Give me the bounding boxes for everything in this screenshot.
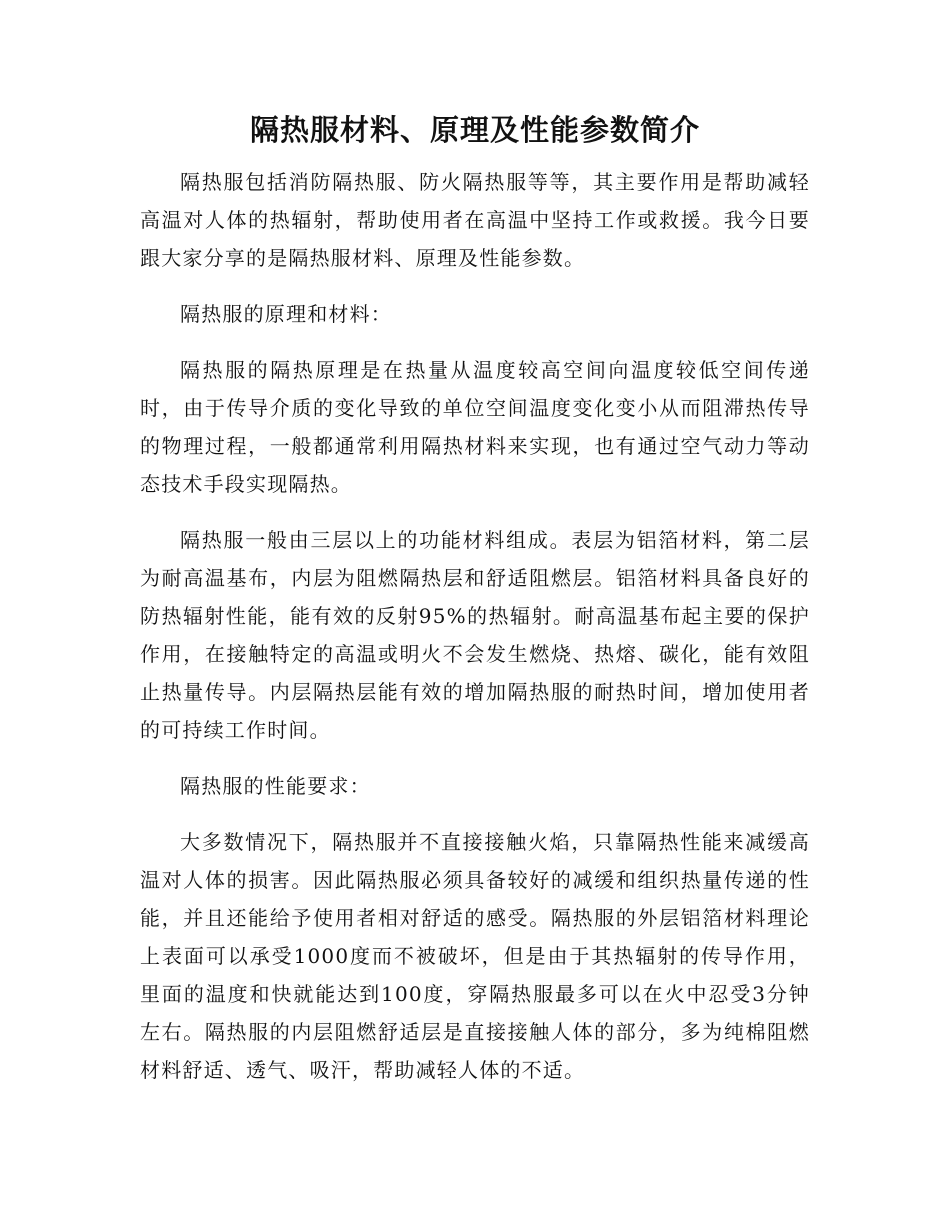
section-heading-performance: 隔热服的性能要求： [180, 774, 371, 798]
intro-paragraph: 隔热服包括消防隔热服、防火隔热服等等，其主要作用是帮助减轻高温对人体的热辐射，帮助使用者在高温中坚持工作或救援。我今日要跟大家分享的是隔热服材料、原理及性能参数。 [140, 170, 810, 270]
principle-paragraph: 隔热服的隔热原理是在热量从温度较高空间向温度较低空间传递时，由于传导介质的变化导致的单位空间温度变化变小从而阻滞热传导的物理过程，一般都通常利用隔热材料来实现，也有通过空气动力等动态技术手段实现隔热。 [140, 358, 810, 496]
document-body [140, 163, 810, 1107]
document-title: 隔热服材料、原理及性能参数简介 [249, 113, 700, 147]
performance-paragraph: 大多数情况下，隔热服并不直接接触火焰，只靠隔热性能来减缓高温对人体的损害。因此隔热服必须具备较好的减缓和组织热量传递的性能，并且还能给予使用者相对舒适的感受。隔热服的外层铝箔材料理论上表面可以承受1000度而不被破坏，但是由于其热辐射的传导作用，里面的温度和快就能达到100度，穿隔热服最多可以在火中忍受3分钟左右。隔热服的内层阻燃舒适层是直接接触人体的部分，多为纯棉阻燃材料舒适、透气、吸汗，帮助减轻人体的不适。 [140, 830, 810, 1082]
section-heading-principle: 隔热服的原理和材料： [180, 302, 392, 326]
materials-paragraph: 隔热服一般由三层以上的功能材料组成。表层为铝箔材料，第二层为耐高温基布，内层为阻燃隔热层和舒适阻燃层。铝箔材料具备良好的防热辐射性能，能有效的反射95%的热辐射。耐高温基布起主要的保护作用，在接触特定的高温或明火不会发生燃烧、热熔、碳化，能有效阻止热量传导。内层隔热层能有效的增加隔热服的耐热时间，增加使用者的可持续工作时间。 [140, 528, 810, 742]
